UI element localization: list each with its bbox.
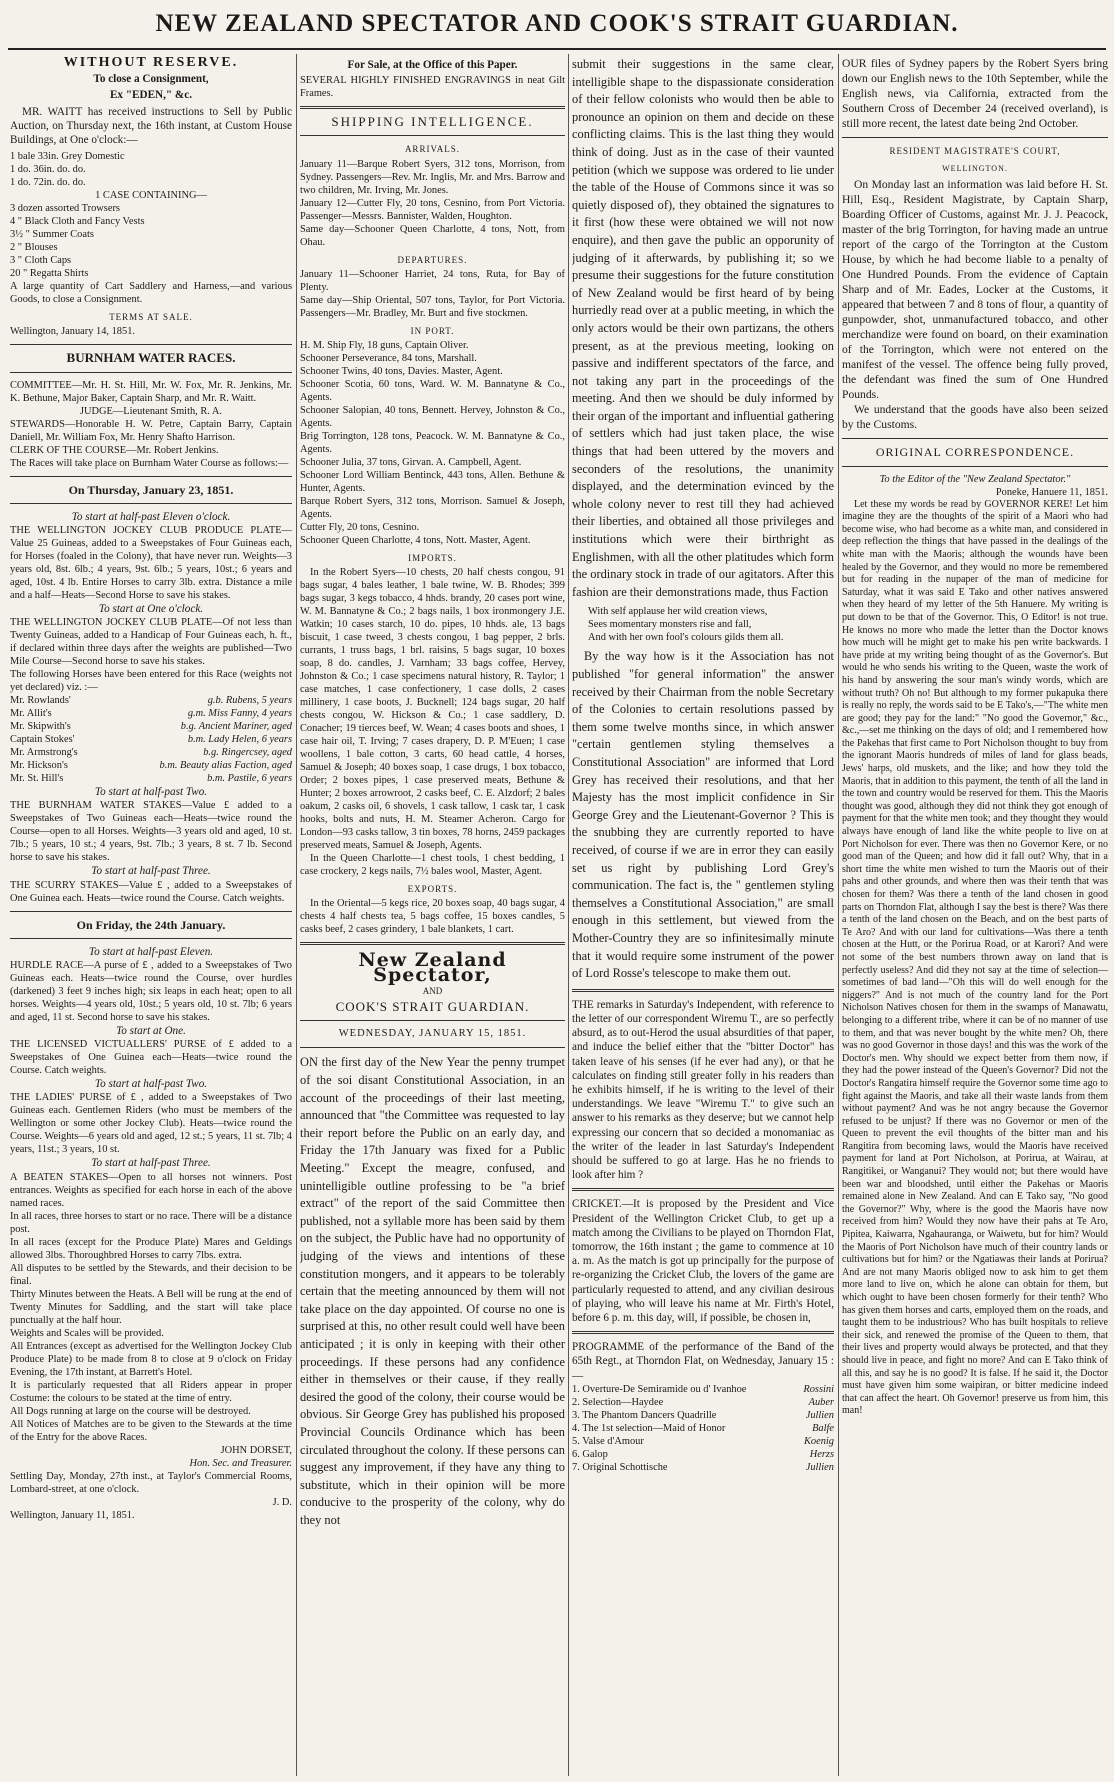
races-stewards: STEWARDS—Honorable H. W. Petre, Captain Barry, Captain Daniell, Mr. William Fox, Mr. Henry Shafto Harrison. xyxy=(10,418,292,443)
column-divider xyxy=(568,54,569,1776)
divider xyxy=(300,942,565,945)
race-start-time: To start at half-past Three. xyxy=(91,865,211,878)
race-description: THE WELLINGTON JOCKEY CLUB PRODUCE PLATE—Value 25 Guineas, added to a Sweepstakes of Four Guineas each, for Horses (foaled in the Colony), that have never run. Weights—3 years old, 8st. 6lb.; 4 years, 9st. 6lb.; 5 years, 10st.; 6 years and aged, 10st. 4 lb. Entire Horses to carry 3lb. extra. Distance a mile and a half—Heats—Second Horse to save his stakes. xyxy=(10,525,292,602)
correspondence-heading: ORIGINAL CORRESPONDENCE. xyxy=(875,445,1075,460)
race-description: THE WELLINGTON JOCKEY CLUB PLATE—Of not less than Twenty Guineas, added to a Handicap of Four Guineas each, h. ft., if declared within three days after the weights are published—Two Mile Course—Second horse to save his stakes. xyxy=(10,617,292,668)
horse-entry xyxy=(10,694,292,707)
programme-composer: Jullien xyxy=(805,1409,834,1421)
masthead: NEW ZEALAND SPECTATOR AND COOK'S STRAIT GUARDIAN. xyxy=(155,10,959,37)
auction-ship: Ex "EDEN," &c. xyxy=(109,89,193,102)
column-2 xyxy=(300,56,565,1776)
settling-day: Settling Day, Monday, 27th inst., at Taylor's Commercial Rooms, Lombard-street, at one o'clock. xyxy=(10,1470,292,1495)
court-report: On Monday last an information was laid before H. St. Hill, Esq., Resident Magistrate, by Captain Sharp, Boarding Officer of Customs, against Mr. J. J. Peacock, master of the brig Torrington, for having made an untrue report of the cargo of the Torrington at the Custom House, by which he had become liable to a penalty of One Hundred Pounds. From the evidence of Captain Sharp and of Mr. Eades, Locker at the Customs, it appeared that between 7 and 8 tons of flour, a quantity of gunpowder, shot, unmanufactured tobacco, and other merchandize were found on board, on their examination of the Torrington, which were not entered on the manifest of the vessel. The offence being fully proved, the defendant was fined the sum of One Hundred Pounds. xyxy=(842,178,1108,402)
programme-composer: Balfe xyxy=(812,1422,834,1434)
race-description: THE LICENSED VICTUALLERS' PURSE of £ added to a Sweepstakes of One Guinea each—Heats—twice round the Course. Catch weights. xyxy=(10,1039,292,1077)
divider xyxy=(572,1331,834,1334)
horse-name: g.m. Miss Fanny, 4 years xyxy=(187,708,292,720)
independent-paragraph: THE remarks in Saturday's Independent, with reference to the letter of our correspondent Wiremu T., are so perfectly absurd, as to out-Herod the usual absurdities of that paper, and induce the belief either that the "bitter Doctor" has taken leave of his senses (if he ever had any), or that he calculates on finding still greater folly in his readers than he exhibits himself, if he is writing to the level of their understandings. We leave "Wiremu T." to give such an answer to his remarks as they deserve; but we cannot help expressing our concern that so decided a monomaniac as the writer of the leader in last Saturday's Independent should be suffered to go at large. Has he no friends to look after him ? xyxy=(572,998,834,1182)
column-divider xyxy=(838,54,839,1776)
races-date: Wellington, January 11, 1851. xyxy=(10,1509,135,1521)
signature-title: Hon. Sec. and Treasurer. xyxy=(189,1457,292,1469)
race-start-time: To start at half-past Eleven o'clock. xyxy=(71,510,231,523)
masthead-rule xyxy=(8,48,1106,50)
horse-entry xyxy=(10,720,292,733)
race-rule: All disputes to be settled by the Stewards, and their decision to be final. xyxy=(10,1262,292,1287)
horse-name: b.g. Ancient Mariner, aged xyxy=(180,721,292,733)
race-description: THE SCURRY STAKES—Value £ , added to a Sweepstakes of One Guinea each. Heats—twice round the Course. Catch weights. xyxy=(10,879,292,904)
races-committee: COMMITTEE—Mr. H. St. Hill, Mr. W. Fox, Mr. R. Jenkins, Mr. K. Bethune, Major Baker, Captain Sharp, and Mr. R. Waitt. xyxy=(10,379,292,404)
inport-entry: Schooner Scotia, 60 tons, Ward. W. M. Bannatyne & Co., Agents. xyxy=(300,379,565,404)
races-intro: The Races will take place on Burnham Water Course as follows:— xyxy=(10,457,289,469)
programme-piece: 7. Original Schottische xyxy=(572,1461,668,1473)
departure-entry: Same day—Ship Oriental, 507 tons, Taylor, for Port Victoria. Passengers—Mr. Bradley, Mr. Burt and five stockmen. xyxy=(300,294,565,319)
departure-entry: January 11—Schooner Harriet, 24 tons, Ruta, for Bay of Plenty. xyxy=(300,268,565,293)
programme-item xyxy=(572,1461,834,1474)
horse-name: b.m. Pastile, 6 years xyxy=(207,773,292,785)
programme-item xyxy=(572,1396,834,1409)
editorial-body: ON the first day of the New Year the penny trumpet of the soi disant Constitutional Association, in an account of the proceedings of their last meeting, announced that "the Committee was requested to lay their report before the Public on an early day, and Friday the 17th January was fixed for a Public Meeting." Except the meagre, confused, and unintelligible outline professing to be "a brief extract" of the report of the said Committee then published, not a syllable more has been said by them on the subject, the Public have had no opportunity of judging of the views and intentions of these constitution mongers, and it appears to be tolerably certain that the meeting announced by them will not take place on the day appointed. Of course no one is surprised at this, no other result could well have been anticipated ; it is only in keeping with their other proceedings. If these persons had any confidence either in themselves or their cause, if they really desired the good of the colony, their course would be obvious. Sir George Grey has published his proposed Provincial Councils Ordinance which has been circulated throughout the colony. If these persons can suggest any improvement, if they have any thing to substitute, which in their opinion will be more conducive to the prosperity of the colony, why do they not xyxy=(300,1055,565,1527)
inport-entry: Schooner Queen Charlotte, 4 tons, Nott. Master, Agent. xyxy=(300,535,531,547)
race-rule: All Dogs running at large on the course will be destroyed. xyxy=(10,1405,251,1417)
auction-case-line: 3 " Cloth Caps xyxy=(10,255,72,267)
horse-entry xyxy=(10,746,292,759)
auction-case-line: 3½ " Summer Coats xyxy=(10,229,94,241)
auction-title: WITHOUT RESERVE. xyxy=(63,56,239,70)
race-rule: In all races (except for the Produce Plate) Mares and Geldings allowed 3lbs. Thoroughbred Horses to carry 7lbs. extra. xyxy=(10,1236,292,1261)
auction-tail: A large quantity of Cart Saddlery and Harness,—and various Goods, to close a Consignment. xyxy=(10,281,292,306)
column-1 xyxy=(10,56,292,1776)
programme-item xyxy=(572,1409,834,1422)
race-start-time: To start at half-past Eleven. xyxy=(88,945,214,958)
programme-item xyxy=(572,1448,834,1461)
divider xyxy=(842,466,1108,467)
auction-case-head: 1 CASE CONTAINING— xyxy=(95,190,207,202)
horse-owner: Mr. Hickson's xyxy=(10,760,68,772)
race-start-time: To start at half-past Three. xyxy=(91,1157,211,1170)
column-4 xyxy=(842,56,1108,1776)
arrivals-heading: ARRIVALS. xyxy=(404,144,461,155)
programme-piece: 6. Galop xyxy=(572,1448,608,1460)
inport-heading: IN PORT. xyxy=(410,325,455,336)
divider xyxy=(10,911,292,912)
programme-item xyxy=(572,1422,834,1435)
auction-line: 1 bale 33in. Grey Domestic xyxy=(10,151,125,163)
horse-name: b.m. Beauty alias Faction, aged xyxy=(159,760,292,772)
races-judge: JUDGE—Lieutenant Smith, R. A. xyxy=(80,405,222,417)
imports-body: In the Robert Syers—10 chests, 20 half chests congou, 91 bags sugar, 4 bales leather, 1 bale twine, W. B. Rhodes; 399 bags sugar, 3 kegs tobacco, 4 hhds. brandy, 20 cases port wine, W. M. Bannatyne & Co.; 2 bags nails, 1 box ironmongery J.E. Watkin; 10 cases starch, 10 do. pipes, 10 hhds. ale, 13 bags biscuit, 1 case tweed, 3 chests congou, 1 bag pepper, 2 brls. currants, 1 truss bags, 1 brl. raisins, 5 bags sugar, 10 boxes soap, 8 do. candles, J. Varnham; 33 bags coffee, Hervey, Johnston & Co.; 1 case specimens natural history, R. Taylor; 1 case matches, 1 case confectionery, 1 case dolls, 2 cases millinery, 1 case boots, J. Bucknell; 124 bags sugar, 20 half chests congou, W. Hickson & Co.; 1 case saddlery, D. Conacher; 19 tierces beef, W. Wean; 4 cases boots and shoes, 1 case hair oil, T. Irving; 7 cases drapery, D. P. M'Euen; 1 case woollens, 1 bale cotton, 3 carts, 60 head cattle, 4 horses, Samuel & Joseph; 40 boxes soap, 1 case drugs, 1 box tobacco, Order; 2 boxes pipes, 1 case preserved meats, Bethune & Hunter; 2 boxes arrowroot, 2 casks beef, C. E. Alzdorf; 2 bales oakum, 2 casks oil, 6 shovels, 1 cask tallow, 1 cask tar, 1 cask hooks, bolts and nuts, H. M. Steamer Acheron. Cargo for London—93 casks tallow, 3 tin boxes, 78 horns, 2459 packages preserved meats, Samuel & Joseph, Agents. xyxy=(300,567,565,852)
divider xyxy=(572,989,834,992)
verse-line: And with her own fool's colours gilds them all. xyxy=(588,632,784,644)
inport-entry: Schooner Perseverance, 84 tons, Marshall. xyxy=(300,353,477,365)
programme-piece: 1. Overture-De Semiramide ou d' Ivanhoe xyxy=(572,1383,747,1395)
horse-entry xyxy=(10,733,292,746)
race-start-time: To start at One o'clock. xyxy=(98,603,204,616)
letter-body: Let these my words be read by GOVERNOR KERE! Let him imagine they are the thoughts of the spirit of a Maori who had become wise, who had become as a white man, and considered in deep reflection the things that have passed in the dealings of the white man with the Maoris; although the wounds have been healed by the Governor, and they would no more be remembered but for reading in the nupaper of the man of medicine for Saturday, what it was said E Tako and other natives answered when they heard of my letter of the 5th Hanuere. My writing is put down to be that of the Governor. This, O Editor! is not true. He knows no more who made the letter than the Doctor knows how much will he might get to make his pen write backwards. I have pride at my writing being thought of as the Governor's. But would he who sends his writing to the Queen, waste the work of his hand by answering the sour man's windy words, which are without truth? Oh no! But although to my former pukapuka there is really no reply, the words said to be E Tako's,—"The white men are good; they pay for the land:" "No good the Governor," &c., &c.,—set me thinking on the days of old; and I remembered how the Pakehas that first came to Port Nicholson thought to buy from the ignorant Maoris hundreds of miles of land for glass beads, Jews' harps, old muskets, and the like; and how they told the Maoris, that in addition to this payment, the tenth of all the land in the town and country would be reserved for them. This the Maoris thought was good, although they did not think they got enough of payment for that the white men took; and they thought they would always have enough of land like the white people to live on at Port Nicholson for ever. There was then no Governor Kere, or no good man of the Queen; and how did it fall out? Why, that in a short time the white men wished to turn the Maoris out of their pahs and other grounds, and where then was their tenth that was chosen for them? Was there a tenth of the land chosen in good parts on Thorndon Flat, although I say the best is there? Was there a tenth of the land chosen on the Beach, and on the best parts of Te Aro? And with our land for cultivations—Was there a tenth chosen at the Hutt, or the Porirua Road, or at Karori? And were not some of the best numbers thrown away on land that is perfectly useless? And did they not say at the time of selection—sometimes of bad land—"Oh this will do well enough for the niggers?" And is not much of the country land for the Port Nicholson Natives chosen for them in the swamps of Manawatu, belonging to a different tribe, where it can be of no manner of use to them, and that was never bought by the white men? Oh, there was no good Governor in those days! and this was the work of the Doctor's men. Why should we expect better from them now, if they had the power instead of the Queen's Governor? Did not the Doctor's Rangatira himself require the Governor some time ago to fight against the Maoris, and take all their waste lands from them without payment? And was he not angry because the Governor refused to be unjust? If there was no Governor or men of the Queen to prevent the evil thoughts of the bitter man and his Rangitira from becoming laws, would the Maoris have received payment for land at Port Nicholson, at Porirua, at Wairau, at Rangitikei, or Wanganui? They would not; but there would have been war and bloodshed, until either the Pakehas or Maoris remained alone in New Zealand. And can E Tako say, "No good the Governor?" Why, where is the good the Maoris have now received from him? Would they now have their pahs at Te Aro, Pipitea, Kaiwarra, Ngahauranga, or Waiwetu, but for him? Would the Maoris of Port Nicholson have much of their country lands or cultivations but for him? or the Ngatiawas their lands at Porirua? And are not many Maoris obliged now to ask him to get them more land to live on, which he alone can obtain for them, but which ought to have been chosen formerly for their tenth? Who has given them horses and carts, employed them on the roads, and taught them to be industrious? Who has built hospitals to relieve their sick, and renewed the promise of the Queen to them, that their lives and property would always be protected, and that they should live in peace, and fight no more? And can E Tako think of all this, and say he is no good? It is false. If he said it, the Doctor must have given him some waipiran, or bitter medicine indeed that can affect the heart. Oh Governor! preserve us from him, this man! xyxy=(842,498,1108,1417)
auction-date: Wellington, January 14, 1851. xyxy=(10,326,135,338)
sale-title: For Sale, at the Office of this Paper. xyxy=(347,59,518,71)
race-rule: It is particularly requested that all Riders appear in proper Costume: the colours to be stated at the time of entry. xyxy=(10,1379,292,1404)
inport-entry: Schooner Twins, 40 tons, Davies. Master, Agent. xyxy=(300,366,503,378)
inport-entry: Schooner Salopian, 40 tons, Bennett. Hervey, Johnston & Co., Agents. xyxy=(300,405,565,430)
race-start-time: To start at One. xyxy=(116,1025,186,1038)
divider xyxy=(842,137,1108,138)
inport-entry: Brig Torrington, 128 tons, Peacock. W. M. Bannatyne & Co., Agents. xyxy=(300,431,565,456)
race-day-1: On Thursday, January 23, 1851. xyxy=(68,482,234,497)
imports-body-2: In the Queen Charlotte—1 chest tools, 1 chest bedding, 1 case crockery, 2 kegs nails, 7½ bales wool, Master, Agent. xyxy=(300,853,565,878)
departures-heading: DEPARTURES. xyxy=(397,254,468,265)
divider xyxy=(10,344,292,345)
programme-piece: 3. The Phantom Dancers Quadrille xyxy=(572,1409,717,1421)
horse-owner: Mr. Skipwith's xyxy=(10,721,71,733)
divider xyxy=(842,438,1108,439)
auction-line: 1 do. 36in. do. do. xyxy=(10,164,86,176)
signature-initials: J. D. xyxy=(272,1496,292,1508)
court-note: We understand that the goods have also been seized by the Customs. xyxy=(842,403,1108,432)
race-entries-intro: The following Horses have been entered for this Race (weights not yet declared) viz. :— xyxy=(10,669,292,694)
signature-name: JOHN DORSET, xyxy=(220,1444,292,1456)
programme-composer: Herzs xyxy=(809,1448,834,1460)
horse-owner: Captain Stokes' xyxy=(10,734,75,746)
divider xyxy=(300,1020,565,1021)
auction-terms: TERMS AT SALE. xyxy=(109,312,193,323)
divider xyxy=(300,135,565,136)
race-description: THE BURNHAM WATER STAKES—Value £ added to a Sweepstakes of Two Guineas each—Heats—twice round the Course—open to all Horses. Weights—3 years old and aged, 10 st. 7lb.; 5 years, 10 st.; 4 years, 9st. 7lb.; 3 years, 8 st. 7 lb. Second horse to save his stakes. xyxy=(10,800,292,864)
race-description: A BEATEN STAKES—Open to all horses not winners. Post entrances. Weights as specified for each horse in each of the above named races. xyxy=(10,1171,292,1209)
letter-address: To the Editor of the "New Zealand Spectator." xyxy=(879,473,1071,485)
race-rule: All Notices of Matches are to be given to the Stewards at the time of the Entry for the above Races. xyxy=(10,1418,292,1443)
divider xyxy=(10,938,292,939)
horse-entry xyxy=(10,759,292,772)
auction-subtitle: To close a Consignment, xyxy=(93,73,209,86)
horse-entry xyxy=(10,772,292,785)
programme-composer: Koenig xyxy=(803,1435,834,1447)
auction-line: 1 do. 72in. do. do. xyxy=(10,177,86,189)
horse-owner: Mr. Rowlands' xyxy=(10,695,71,707)
horse-entry xyxy=(10,707,292,720)
race-description: HURDLE RACE—A purse of £ , added to a Sweepstakes of Two Guineas each. Heats—twice round the Course, over hurdles (darkened) 3 feet 9 inches high; six leaps in each heat; open to all horses. Weights—4 years old, 10st.; 5 years old, 10 st. 7lb; 6 years and aged, 11 st. Second horse to save his stakes. xyxy=(10,960,292,1024)
auction-case-line: 3 dozen assorted Trowsers xyxy=(10,203,120,215)
horse-name: g.b. Rubens, 5 years xyxy=(207,695,292,707)
editorial-paragraph: By the way how is it the Association has not published "for general information" the answer received by their Chairman from the noble Secretary of the Colonies to certain resolutions passed by them some twelve months since, in which answer "certain gentlemen styling themselves a Constitutional Association" are informed that Lord Grey has received their resolutions, and that her Majesty has the most implicit confidence in Sir George Grey and the Lieutenant-Governor ? This is the snubbing they are currently reported to have received, of course if we are in error they can easily set us right by publishing Lord Grey's communication. The fact is, the " gentlemen styling themselves a Constitutional Association," are small enough in this settlement, but viewed from the Mother-Country they are so infinitesimally minute that it would require some instrument of the power of Lord Rosse's telescope to make them out. xyxy=(572,649,834,981)
divider xyxy=(300,1047,565,1048)
race-rule: All Entrances (except as advertised for the Wellington Jockey Club Produce Plate) to be made from 8 to close at 9 o'clock on Friday Evening, the 17th instant, at Barrett's Hotel. xyxy=(10,1340,292,1378)
nameplate-and: AND xyxy=(422,985,443,996)
race-start-time: To start at half-past Two. xyxy=(94,786,208,799)
nameplate: New Zealand Spectator, xyxy=(358,949,507,986)
inport-entry: H. M. Ship Fly, 18 guns, Captain Oliver. xyxy=(300,340,469,352)
horse-name: b.g. Ringercsey, aged xyxy=(203,747,292,759)
sydney-news: OUR files of Sydney papers by the Robert Syers bring down our English news to the 10th September, while the English news, via California, extracted from the Southern Cross of December 24 (received overland), is still more recent, the latest date being 2nd October. xyxy=(842,57,1108,130)
programme-piece: 4. The 1st selection—Maid of Honor xyxy=(572,1422,726,1434)
races-title: BURNHAM WATER RACES. xyxy=(66,350,236,366)
horse-name: b.m. Lady Helen, 6 years xyxy=(187,734,292,746)
programme-piece: 5. Valse d'Amour xyxy=(572,1435,644,1447)
divider xyxy=(10,372,292,373)
programme-composer: Rossini xyxy=(803,1383,834,1395)
court-heading: RESIDENT MAGISTRATE'S COURT, xyxy=(889,146,1061,156)
letter-place-date: Poneke, Hanuere 11, 1851. xyxy=(995,486,1108,498)
court-subheading: WELLINGTON. xyxy=(942,164,1008,174)
sale-body: SEVERAL HIGHLY FINISHED ENGRAVINGS in neat Gilt Frames. xyxy=(300,75,565,100)
exports-heading: EXPORTS. xyxy=(407,884,458,895)
divider xyxy=(572,1188,834,1191)
race-day-2: On Friday, the 24th January. xyxy=(76,917,226,932)
divider xyxy=(300,106,565,109)
programme-intro: PROGRAMME of the performance of the Band of the 65th Regt., at Thorndon Flat, on Wednesday, January 15 :— xyxy=(572,1341,834,1382)
editorial-continued: submit their suggestions in the same clear, intelligible shape to the dispassionate consideration of their fellow colonists who would then be able to pronounce an opinion on them and decide on these conflicting claims. This is the last thing they would think of doing. Just as in the case of their vaunted petition (which we suppose was ordered to lie under the table of the House of Commons since it was so quietly disposed of), they obtained the signatures to it first (how these were obtained we will not now enquire), and then gave the public an opporunity of judging of it afterwards, by publishing it; so we presume their suggestions for the future constitution of New Zealand would be first heard of by being hurriedly read over at a public meeting, in which the only actors would be their own partizans, the others present, as at the previous meeting, looking on passive and indifferent spectators of the farce, and not taking any part in the proceedings of the meeting. And then we should be duly informed by their organ of the important and influential gathering of settlers which had just taken place, the wise things that had been uttered by the movers and seconders of the resolutions, the unanimity displayed, and the determination evinced by the whole colony never to rest till they had achieved their liberties, and obtained all those privileges and institutions which were their birthright as Englishmen, with all the other platitudes which form the ordinary stock in trade of our agitators. After this fashion are their demonstrations made, thus Faction xyxy=(572,57,834,599)
divider xyxy=(10,476,292,477)
divider xyxy=(10,503,292,504)
auction-case-line: 20 " Regatta Shirts xyxy=(10,268,89,280)
programme-item xyxy=(572,1435,834,1448)
exports-body: In the Oriental—5 kegs rice, 20 boxes soap, 40 bags sugar, 4 chests 4 half chests tea, 5 bags coffee, 15 boxes candles, 5 casks beef, 2 cases grindery, 1 bale blankets, 1 cart. xyxy=(300,898,565,936)
dateline: WEDNESDAY, JANUARY 15, 1851. xyxy=(338,1028,527,1040)
programme-item xyxy=(572,1383,834,1396)
race-start-time: To start at half-past Two. xyxy=(94,1078,208,1091)
paper-title: COOK'S STRAIT GUARDIAN. xyxy=(335,999,530,1015)
inport-entry: Barque Robert Syers, 312 tons, Morrison. Samuel & Joseph, Agents. xyxy=(300,496,565,521)
column-3 xyxy=(572,56,834,1776)
shipping-title: SHIPPING INTELLIGENCE. xyxy=(331,114,534,130)
inport-entry: Cutter Fly, 20 tons, Cesnino. xyxy=(300,522,420,534)
horse-owner: Mr. St. Hill's xyxy=(10,773,64,785)
programme-composer: Jullien xyxy=(805,1461,834,1473)
race-description: THE LADIES' PURSE of £ , added to a Sweepstakes of Two Guineas each. Gentlemen Riders (who must be members of the Wellington or some other Jockey Club). Heats—twice round the Course. Weights—6 years old and aged, 12 st.; 5 years, 11 st. 7lb; 4 years, 11st.; 3 years, 10 st. xyxy=(10,1092,292,1156)
arrival-entry: Same day—Schooner Queen Charlotte, 4 tons, Nott, from Ohau. xyxy=(300,223,565,248)
column-divider xyxy=(296,54,297,1776)
inport-entry: Schooner Lord William Bentinck, 443 tons, Allen. Bethune & Hunter, Agents. xyxy=(300,470,565,495)
arrival-entry: January 12—Cutter Fly, 20 tons, Cesnino, from Port Victoria. Passenger—Messrs. Bannister, Walden, Houghton. xyxy=(300,197,565,222)
horse-owner: Mr. Allit's xyxy=(10,708,52,720)
programme-composer: Auber xyxy=(808,1396,834,1408)
cricket-paragraph: CRICKET.—It is proposed by the President and Vice President of the Wellington Cricket Club, to get up a match among the Civilians to be played on Thorndon Flat, tomorrow, the 16th instant ; the game to commence at 10 a. m. As the match is got up principally for the purpose of re-organizing the Cricket Club, the lovers of the game are particularly requested to attend, and any civilian desirous of playing, who will leave his name at Mr. Firth's Hotel, before 6 p. m. this day, will, if possible, be chosen in, xyxy=(572,1198,834,1324)
auction-body: MR. WAITT has received instructions to Sell by Public Auction, on Thursday next, the 16th instant, at Custom House Buildings, at One o'clock:— xyxy=(10,105,292,147)
imports-heading: IMPORTS. xyxy=(408,553,457,564)
auction-case-line: 2 " Blouses xyxy=(10,242,58,254)
auction-case-line: 4 " Black Cloth and Fancy Vests xyxy=(10,216,145,228)
programme-piece: 2. Selection—Haydee xyxy=(572,1396,664,1408)
arrival-entry: January 11—Barque Robert Syers, 312 tons, Morrison, from Sydney. Passengers—Rev. Mr. Inglis, Mr. and Mrs. Barrow and two children, Mr. Irving, Mr. Jones. xyxy=(300,158,565,196)
verse-line: Sees momentary monsters rise and fall, xyxy=(588,619,752,631)
inport-entry: Schooner Julia, 37 tons, Girvan. A. Campbell, Agent. xyxy=(300,457,522,469)
race-rule: Weights and Scales will be provided. xyxy=(10,1327,164,1339)
race-rule: In all races, three horses to start or no race. There will be a distance post. xyxy=(10,1210,292,1235)
horse-owner: Mr. Armstrong's xyxy=(10,747,78,759)
race-rule: Thirty Minutes between the Heats. A Bell will be rung at the end of Twenty Minutes for Saddling, and the start will take place punctually at the half hour. xyxy=(10,1288,292,1326)
races-clerk: CLERK OF THE COURSE—Mr. Robert Jenkins. xyxy=(10,444,219,456)
verse-line: With self applause her wild creation views, xyxy=(588,606,768,618)
